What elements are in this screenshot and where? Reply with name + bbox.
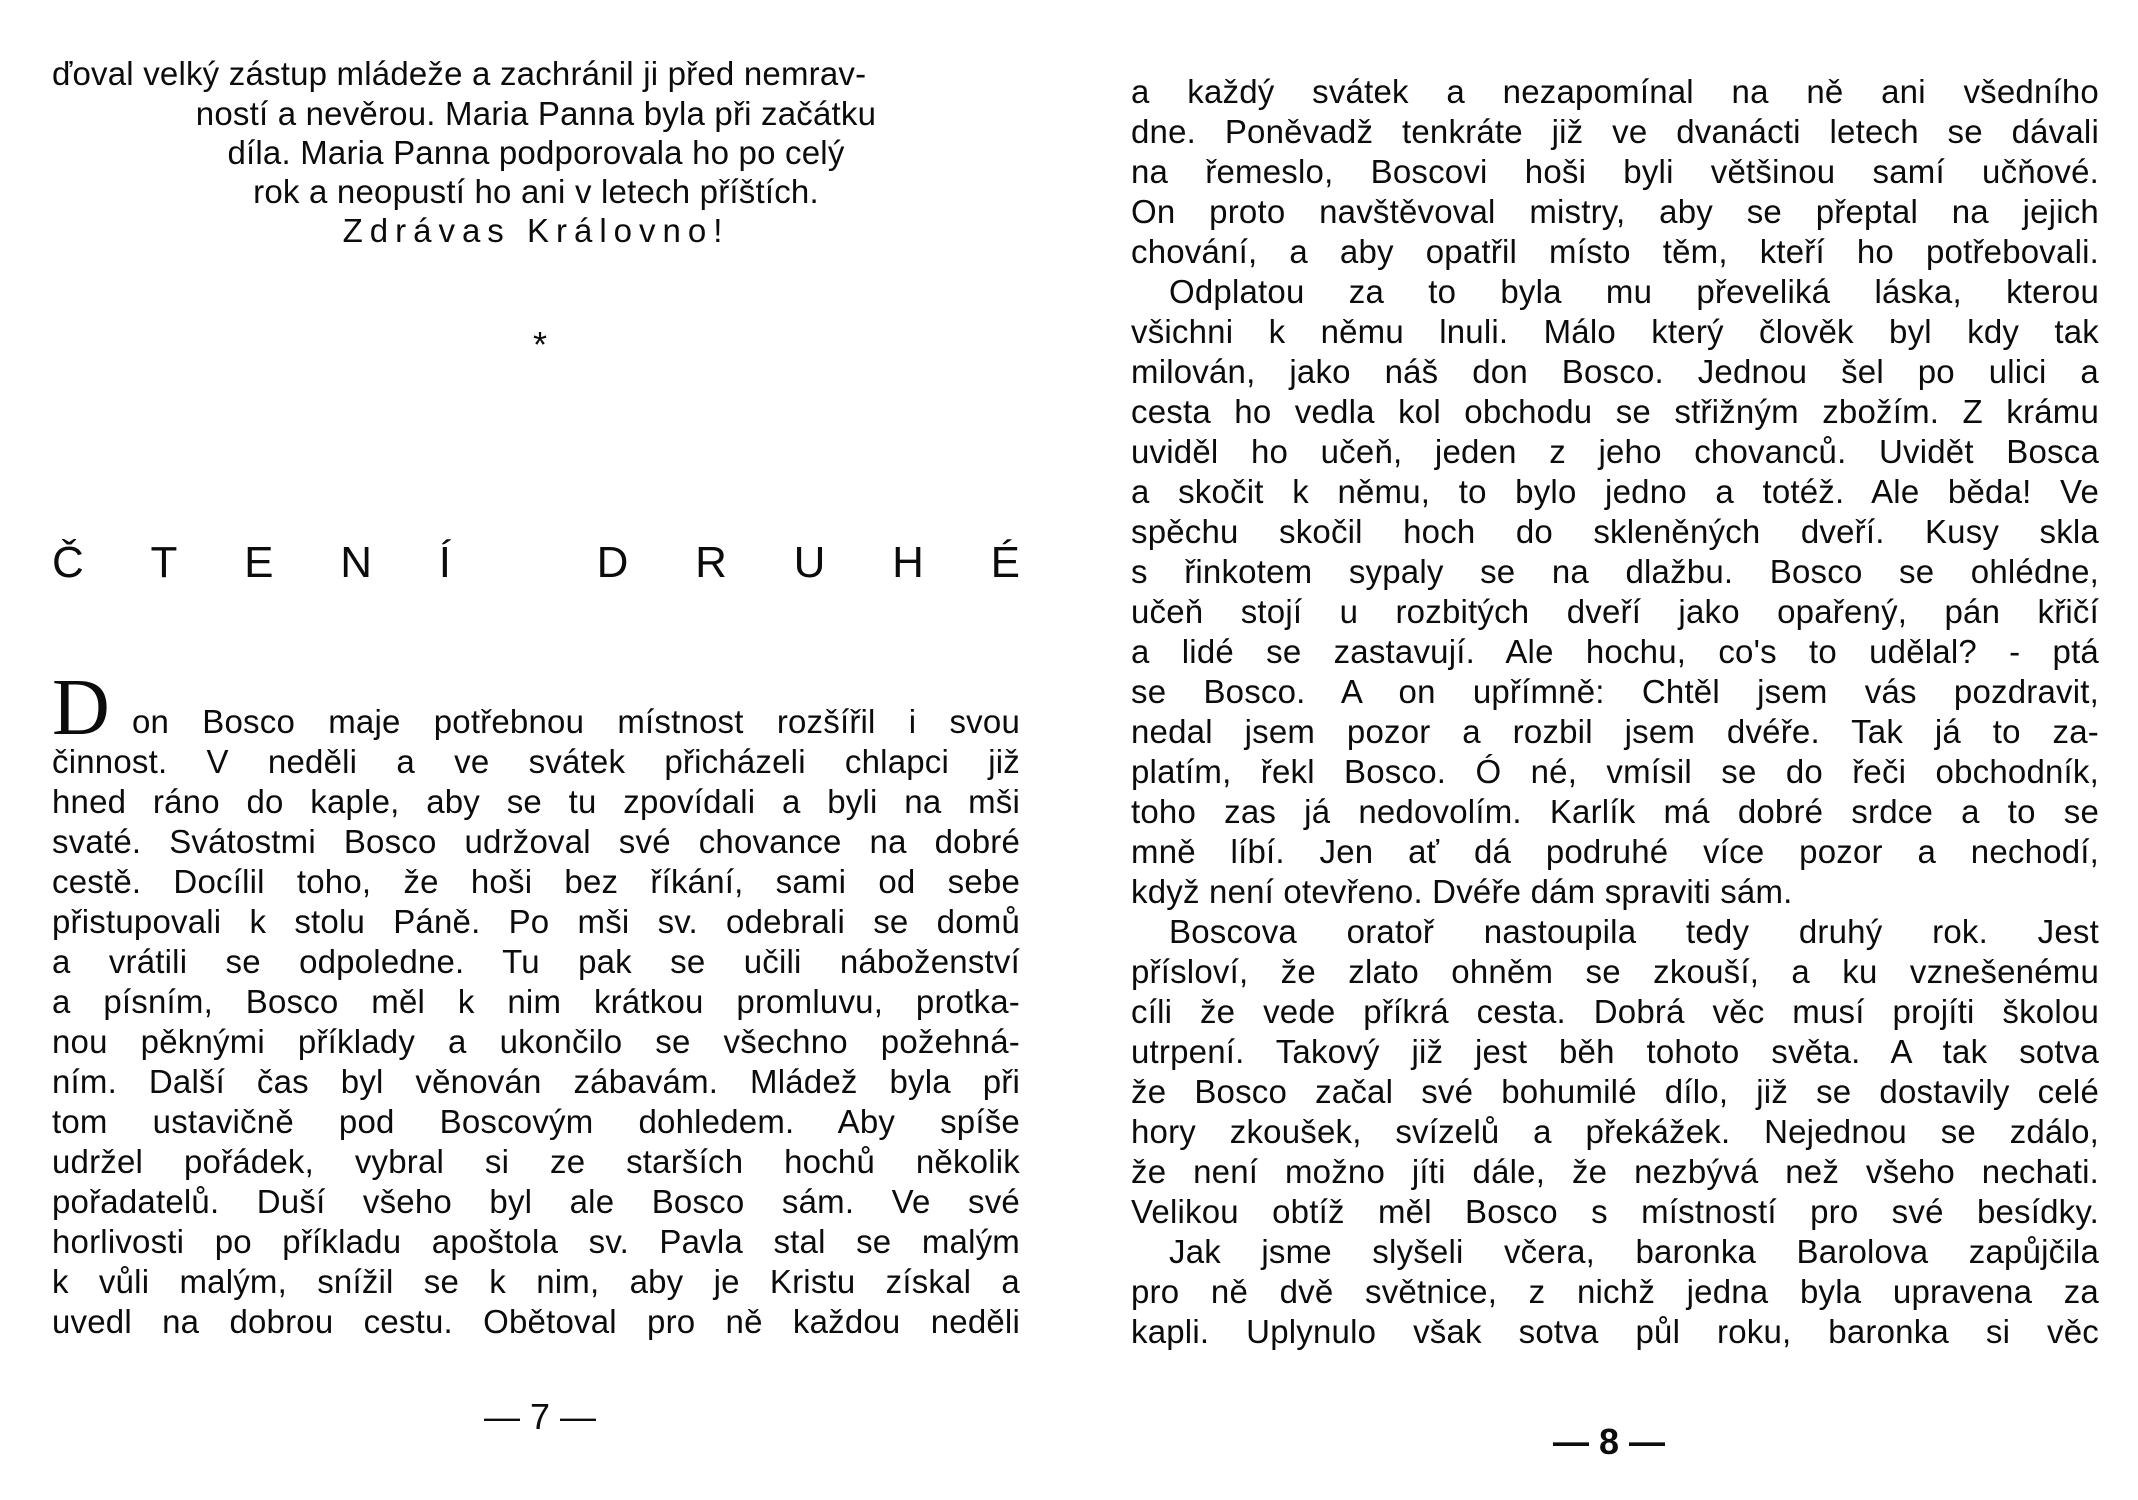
heading-letter: Í: [438, 538, 451, 587]
body-line: udržel pořádek, vybral si ze starších hochů několik: [52, 1143, 1020, 1180]
body-line: horlivosti po příkladu apoštola sv. Pavla stal se malým: [52, 1223, 1020, 1260]
heading-letter: R: [695, 538, 727, 587]
body-line: se Bosco. A on upřímně: Chtěl jsem vás pozdravit,: [1131, 673, 2099, 710]
section-separator: *: [532, 324, 547, 365]
body-line: a vrátili se odpoledne. Tu pak se učili náboženství: [52, 943, 1020, 980]
body-line: činnost. V neděli a ve svátek přicházeli chlapci již: [52, 743, 1020, 780]
body-line: a lidé se zastavují. Ale hochu, co's to udělal? - ptá: [1131, 633, 2099, 670]
body-line: hory zkoušek, svízelů a překážek. Nejednou se zdálo,: [1131, 1113, 2099, 1150]
body-line: s řinkotem sypaly se na dlažbu. Bosco se ohlédne,: [1131, 553, 2099, 590]
body-line: Velikou obtíž měl Bosco s místností pro své besídky.: [1131, 1193, 2099, 1230]
heading-letter: É: [990, 538, 1020, 587]
body-line: nou pěknými příklady a ukončilo se všechno požehná-: [52, 1023, 1020, 1060]
drop-cap: D: [52, 664, 110, 752]
body-line: Jak jsme slyšeli včera, baronka Barolova zapůjčila: [1169, 1233, 2099, 1270]
body-line: cíli že vede příkrá cesta. Dobrá věc musí projíti školou: [1131, 993, 2099, 1030]
intro-line: ností a nevěrou. Maria Panna byla při začátku: [195, 95, 877, 132]
body-line: utrpení. Takový již jest běh tohoto světa. A tak sotva: [1131, 1033, 2099, 1070]
body-line: on Bosco maje potřebnou místnost rozšířil i svou: [132, 703, 1020, 740]
heading-letter: N: [340, 538, 372, 587]
body-line: že Bosco začal své bohumilé dílo, již se dostavily celé: [1131, 1073, 2099, 1110]
body-line: nedal jsem pozor a rozbil jsem dvéře. Tak já to za-: [1131, 713, 2099, 750]
body-line: Boscova oratoř nastoupila tedy druhý rok. Jest: [1169, 913, 2099, 950]
body-line: cestě. Docílil toho, že hoši bez říkání, sami od sebe: [52, 863, 1020, 900]
heading-letter: T: [150, 538, 178, 587]
body-line: když není otevřeno. Dvéře dám spraviti sám.: [1131, 873, 1793, 910]
body-line: na řemeslo, Boscovi hoši byli většinou samí učňové.: [1131, 153, 2099, 190]
body-line: spěchu skočil hoch do skleněných dveří. Kusy skla: [1131, 513, 2099, 550]
body-line: uviděl ho učeň, jeden z jeho chovanců. Uvidět Bosca: [1131, 433, 2099, 470]
body-line: pořadatelů. Duší všeho byl ale Bosco sám. Ve své: [52, 1183, 1020, 1220]
body-line: a každý svátek a nezapomínal na ně ani všedního: [1131, 73, 2099, 110]
body-line: přistupovali k stolu Páně. Po mši sv. odebrali se domů: [52, 903, 1020, 940]
page-number: — 7 —: [483, 1396, 597, 1437]
heading-letter: Č: [52, 538, 84, 587]
body-line: toho zas já nedovolím. Karlík má dobré srdce a to se: [1131, 793, 2099, 830]
intro-prayer-line: Zdrávas Královno!: [342, 212, 730, 249]
right-page: [1069, 0, 2138, 1500]
body-line: k vůli malým, snížil se k nim, aby je Kristu získal a: [52, 1263, 1020, 1300]
body-line: mně líbí. Jen ať dá podruhé více pozor a nechodí,: [1131, 833, 2099, 870]
body-line: ním. Další čas byl věnován zábavám. Mládež byla při: [52, 1063, 1020, 1100]
heading-letter: D: [596, 538, 629, 587]
body-line: platím, řekl Bosco. Ó né, vmísil se do řeči obchodník,: [1131, 753, 2099, 790]
body-line: chování, a aby opatřil místo těm, kteří ho potřebovali.: [1131, 233, 2099, 270]
page-number: — 8 —: [1552, 1421, 1666, 1462]
body-line: cesta ho vedla kol obchodu se střižným zbožím. Z krámu: [1131, 393, 2099, 430]
intro-line: díla. Maria Panna podporovala ho po celý: [227, 134, 845, 171]
body-line: dne. Poněvadž tenkráte již ve dvanácti letech se dávali: [1131, 113, 2099, 150]
body-line: svaté. Svátostmi Bosco udržoval své chovance na dobré: [52, 823, 1020, 860]
heading-letter: E: [244, 538, 274, 587]
body-line: všichni k němu lnuli. Málo který člověk byl kdy tak: [1131, 313, 2099, 350]
body-line: učeň stojí u rozbitých dveří jako opařený, pán křičí: [1131, 593, 2099, 630]
body-line: že není možno jíti dále, že nezbývá než všeho nechati.: [1131, 1153, 2099, 1190]
heading-letter: H: [892, 538, 924, 587]
body-line: a skočit k němu, to bylo jedno a totéž. Ale běda! Ve: [1131, 473, 2099, 510]
intro-line: ďoval velký zástup mládeže a zachránil ji před nemrav-: [52, 55, 867, 92]
heading-gap: [518, 535, 530, 591]
body-line: tom ustavičně pod Boscovým dohledem. Aby spíše: [52, 1103, 1020, 1140]
section-heading: [52, 535, 1020, 591]
body-line: přísloví, že zlato ohněm se zkouší, a ku vznešenému: [1131, 953, 2099, 990]
body-line: On proto navštěvoval mistry, aby se přeptal na jejich: [1131, 193, 2099, 230]
body-line: Odplatou za to byla mu převeliká láska, kterou: [1169, 273, 2099, 310]
body-line: kapli. Uplynulo však sotva půl roku, baronka si věc: [1131, 1313, 2099, 1350]
body-line: milován, jako náš don Bosco. Jednou šel po ulici a: [1131, 353, 2099, 390]
body-line: uvedl na dobrou cestu. Obětoval pro ně každou neděli: [52, 1303, 1020, 1340]
intro-line: rok a neopustí ho ani v letech příštích.: [253, 173, 819, 210]
body-line: a písním, Bosco měl k nim krátkou promluvu, protka-: [52, 983, 1020, 1020]
heading-letter: U: [793, 538, 826, 587]
body-line: pro ně dvě světnice, z nichž jedna byla upravena za: [1131, 1273, 2099, 1310]
body-line: hned ráno do kaple, aby se tu zpovídali a byli na mši: [52, 783, 1020, 820]
